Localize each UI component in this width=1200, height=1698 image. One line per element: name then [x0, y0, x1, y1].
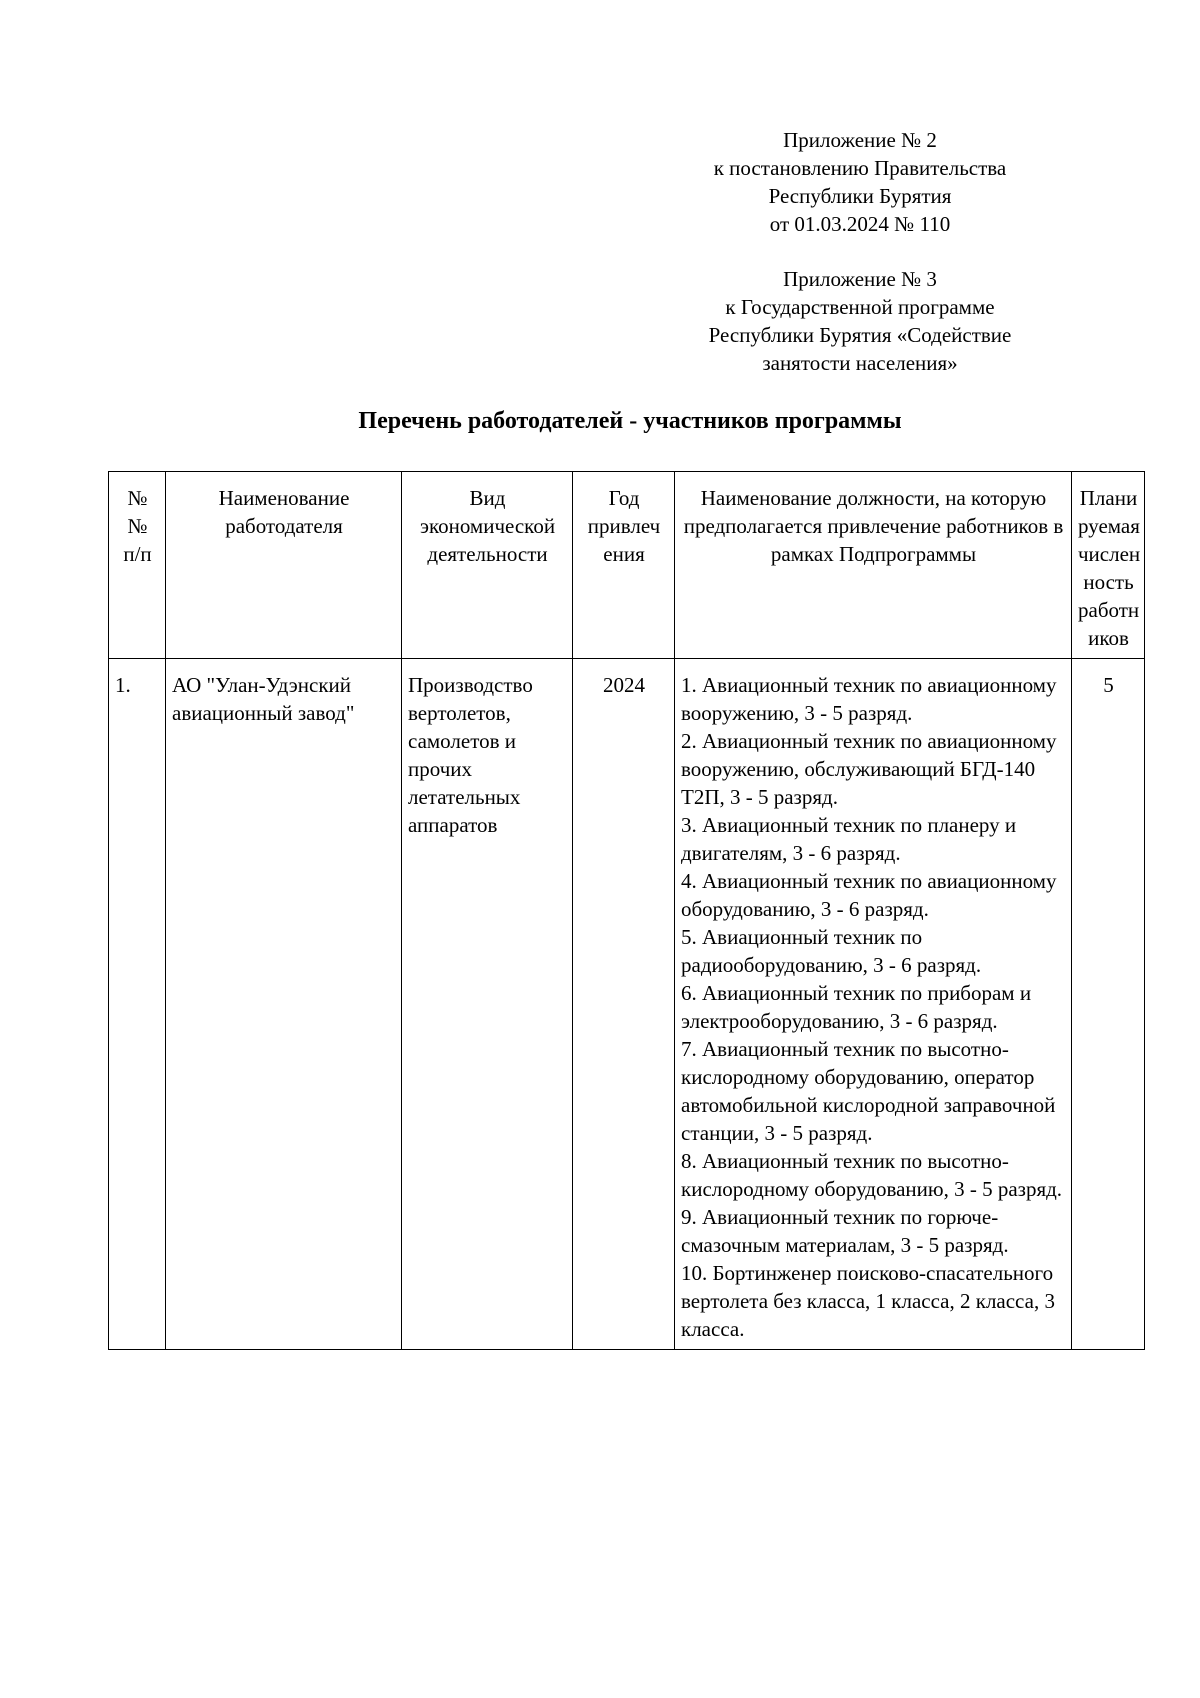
employers-table	[108, 471, 1145, 1350]
cell-planned-count: 5	[1072, 659, 1145, 1350]
header-year: Год привлеч ения	[573, 472, 675, 659]
header-position: Наименование должности, на которую предполагается привлечение работников в рамках Подпрограммы	[675, 472, 1072, 659]
cell-positions	[675, 659, 1072, 1350]
annex-line: Республики Бурятия	[768, 184, 952, 208]
annex-line: Приложение № 2	[783, 128, 937, 152]
cell-employer: АО "Улан-Удэнский авиационный завод"	[166, 659, 402, 1350]
position-item: 9. Авиационный техник по горюче-смазочным материалам, 3 - 5 разряд.	[681, 1205, 1009, 1257]
position-item: 8. Авиационный техник по высотно-кислородному оборудованию, 3 - 5 разряд.	[681, 1149, 1063, 1201]
header-number: № № п/п	[109, 472, 166, 659]
table-header-row	[109, 472, 1145, 659]
position-item: 7. Авиационный техник по высотно-кислородному оборудованию, оператор автомобильной кислородной заправочной станции, 3 - 5 разряд.	[681, 1037, 1056, 1145]
cell-year: 2024	[573, 659, 675, 1350]
cell-activity: Производство вертолетов, самолетов и прочих летательных аппаратов	[402, 659, 573, 1350]
position-item: 2. Авиационный техник по авиационному вооружению, обслуживающий БГД-140 Т2П, 3 - 5 разряд.	[681, 729, 1057, 809]
cell-number: 1.	[109, 659, 166, 1350]
annex-line: Республики Бурятия «Содействие	[708, 323, 1012, 347]
position-item: 1. Авиационный техник по авиационному вооружению, 3 - 5 разряд.	[681, 673, 1057, 725]
position-item: 6. Авиационный техник по приборам и электрооборудованию, 3 - 6 разряд.	[681, 981, 1032, 1033]
position-item: 5. Авиационный техник по радиооборудованию, 3 - 6 разряд.	[681, 925, 982, 977]
document-title: Перечень работодателей - участников программы	[358, 408, 902, 434]
header-planned-count: Плани руемая числен ность работн иков	[1072, 472, 1145, 659]
annex-line: от 01.03.2024 № 110	[769, 212, 951, 236]
annex-line: к постановлению Правительства	[713, 156, 1007, 180]
annex-2-reference	[660, 126, 1060, 238]
annex-3-reference	[660, 265, 1060, 377]
annex-line: к Государственной программе	[725, 295, 995, 319]
position-item: 3. Авиационный техник по планеру и двигателям, 3 - 6 разряд.	[681, 813, 1017, 865]
annex-line: занятости населения»	[762, 351, 958, 375]
position-item: 4. Авиационный техник по авиационному оборудованию, 3 - 6 разряд.	[681, 869, 1057, 921]
header-employer: Наименование работодателя	[166, 472, 402, 659]
annex-line: Приложение № 3	[783, 267, 937, 291]
position-item: 10. Бортинженер поисково-спасательного вертолета без класса, 1 класса, 2 класса, 3 класса.	[681, 1261, 1055, 1341]
table-row	[109, 659, 1145, 1350]
header-activity: Вид экономической деятельности	[402, 472, 573, 659]
